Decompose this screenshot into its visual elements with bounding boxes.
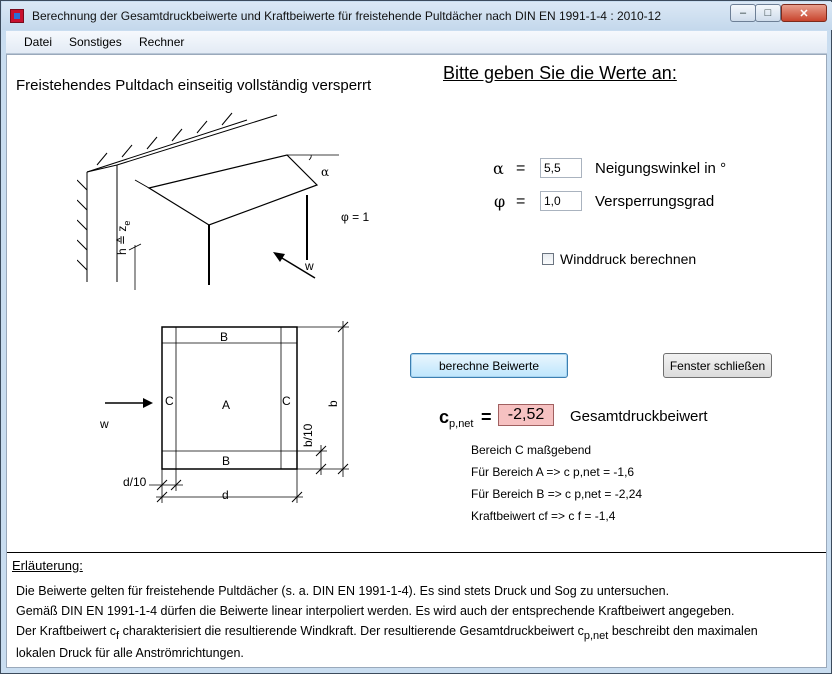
close-window-button[interactable]: Fenster schließen: [663, 353, 772, 378]
maximize-button[interactable]: □: [755, 4, 781, 22]
cpnet-result-value: -2,52: [498, 404, 554, 426]
menu-datei[interactable]: Datei: [24, 35, 53, 49]
menu-rechner[interactable]: Rechner: [139, 35, 185, 49]
winddruck-checkbox[interactable]: [542, 253, 554, 265]
roof-perspective-diagram: [77, 110, 397, 290]
phi-label: Versperrungsgrad: [595, 193, 715, 210]
roof-plate: [149, 155, 317, 225]
winddruck-label[interactable]: Winddruck berechnen: [560, 251, 697, 267]
form-heading: Bitte geben Sie die Werte an:: [443, 63, 677, 83]
client-area: [6, 54, 827, 668]
calculate-button[interactable]: berechne Beiwerte: [410, 353, 568, 378]
dim-d-label: d: [222, 488, 229, 502]
result-governing-zone: Bereich C maßgebend: [471, 443, 592, 457]
wind-label-top: w: [305, 259, 314, 273]
zone-b-top: B: [220, 330, 229, 344]
menu-bar: [6, 31, 827, 54]
window-title: Berechnung der Gesamtdruckbeiwerte und Kraftbeiwerte für freistehende Pultdächer nach DIN EN 1991-1-4 : 2010-12: [32, 9, 662, 23]
alpha-equals: =: [516, 160, 526, 177]
zone-c-right: C: [282, 394, 291, 408]
phi-equals: =: [516, 193, 526, 210]
dim-d10-label: d/10: [123, 475, 147, 489]
explanation-line-2: Gemäß DIN EN 1991-1-4 dürfen die Beiwerte linear interpoliert werden. Es wird auch der entsprechende Kraftbeiwert angegeben.: [16, 604, 735, 618]
explanation-title: Erläuterung:: [12, 558, 83, 573]
diagram-title: Freistehendes Pultdach einseitig vollständig versperrt: [16, 77, 372, 94]
cpnet-label: Gesamtdruckbeiwert: [570, 408, 708, 425]
phi-diagram-label: φ = 1: [341, 210, 370, 224]
menu-sonstiges[interactable]: Sonstiges: [69, 35, 122, 49]
explanation-line-1: Die Beiwerte gelten für freistehende Pultdächer (s. a. DIN EN 1991-1-4). Es sind stets Druck und Sog zu untersuchen.: [16, 584, 670, 598]
app-icon: [10, 9, 24, 23]
phi-input[interactable]: 1,0: [540, 191, 582, 211]
alpha-diagram-label: α: [321, 165, 330, 179]
wind-label-plan: w: [100, 417, 109, 431]
result-zone-b: Für Bereich B => c p,net = -2,24: [471, 487, 643, 501]
explanation-line-4: lokalen Druck für alle Anströmrichtungen.: [16, 646, 244, 660]
alpha-label: Neigungswinkel in °: [595, 160, 727, 177]
dim-b-label: b: [326, 400, 340, 407]
cpnet-symbol: $c_{p,net}$: [439, 407, 474, 430]
zone-a-center: A: [222, 398, 231, 412]
result-zone-a: Für Bereich A => c p,net = -1,6: [471, 465, 635, 479]
alpha-symbol: α: [493, 159, 504, 178]
explanation-line-3: Der Kraftbeiwert cf charakterisiert die resultierende Windkraft. Der resultierende Gesamtdruckbeiwert cp,net beschreibt den maximalen: [16, 624, 758, 642]
cpnet-equals: =: [481, 407, 492, 427]
close-button[interactable]: ✕: [781, 4, 827, 22]
dim-b10-label: b/10: [301, 423, 315, 447]
result-force-coefficient: Kraftbeiwert cf => c f = -1,4: [471, 509, 616, 523]
phi-symbol: φ: [494, 192, 506, 211]
zone-c-left: C: [165, 394, 174, 408]
minimize-button[interactable]: –: [730, 4, 756, 22]
alpha-input[interactable]: 5,5: [540, 158, 582, 178]
section-divider: [7, 552, 826, 553]
zone-b-bottom: B: [222, 454, 231, 468]
height-label: h ≙ $z_e$: [115, 220, 132, 255]
title-bar[interactable]: [2, 2, 832, 30]
